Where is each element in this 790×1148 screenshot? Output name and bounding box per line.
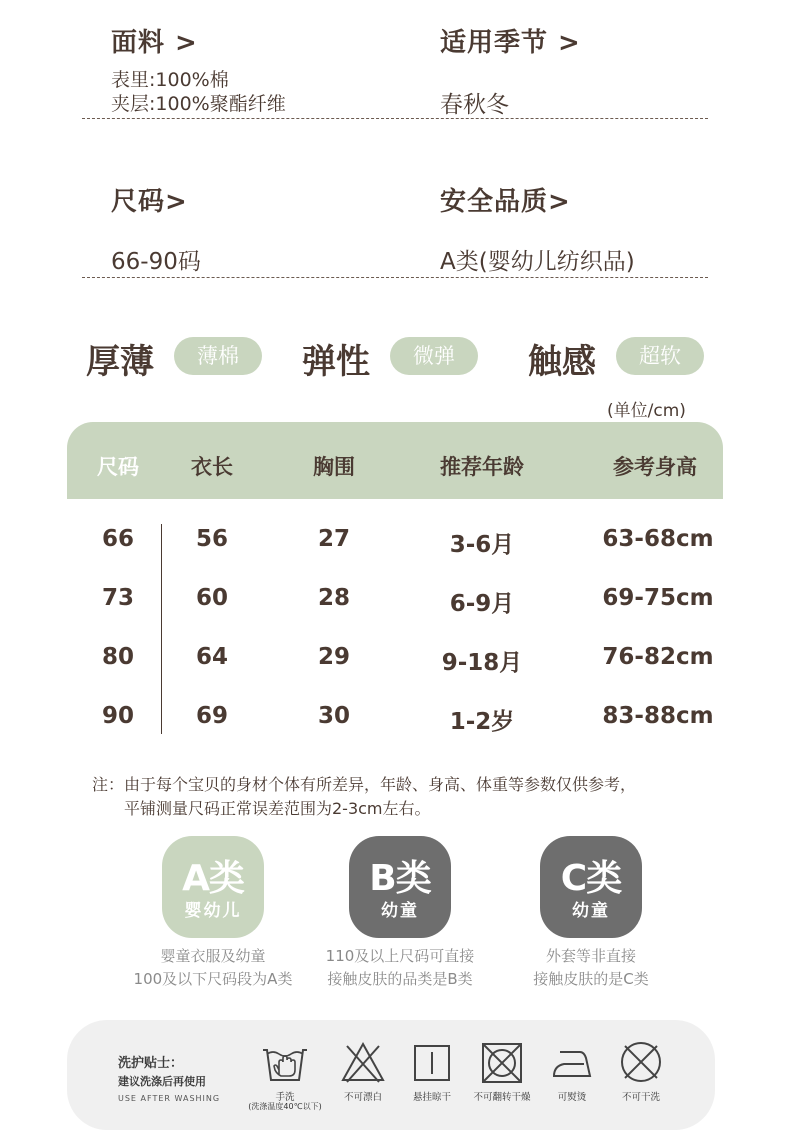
table-cell: 73 <box>101 585 135 611</box>
feature-elasticity-tag: 微弹 <box>390 337 478 375</box>
class-b-desc-line-2: 接触皮肤的品类是B类 <box>327 970 473 988</box>
feature-elasticity-label: 弹性 <box>302 342 370 382</box>
feature-touch-label: 触感 <box>528 342 596 382</box>
table-cell: 28 <box>317 585 351 611</box>
table-cell: 29 <box>317 644 351 670</box>
safety-value: A类(婴幼儿纺织品) <box>440 249 635 275</box>
care-english: USE AFTER WASHING <box>118 1094 221 1103</box>
unit-label: (单位/cm) <box>607 401 686 421</box>
note-line-1: 注：由于每个宝贝的身材个体有所差异，年龄、身高、体重等参数仅供参考， <box>92 775 637 794</box>
table-cell: 76-82cm <box>602 644 714 670</box>
class-a-desc-line-1: 婴童衣服及幼童 <box>160 947 266 965</box>
class-a-desc-line-2: 100及以下尺码段为A类 <box>133 970 293 988</box>
table-cell: 66 <box>101 526 135 552</box>
table-cell: 63-68cm <box>602 526 714 552</box>
table-cell: 9-18月 <box>441 650 523 676</box>
class-c-badge <box>540 836 642 938</box>
note-line-2: 平铺测量尺码正常误差范围为2-3cm左右。 <box>124 799 431 818</box>
feature-touch-tag: 超软 <box>616 337 704 375</box>
col-header-age: 推荐年龄 <box>440 455 524 479</box>
no-dry-clean-label: 不可干洗 <box>621 1092 661 1103</box>
hang-dry-label: 悬挂晾干 <box>412 1092 452 1103</box>
size-value: 66-90码 <box>111 249 201 275</box>
table-cell: 90 <box>101 703 135 729</box>
class-a-description <box>113 945 313 991</box>
iron-label: 可熨烫 <box>557 1092 587 1103</box>
no-bleach-icon <box>339 1040 387 1088</box>
care-title: 洗护贴士： <box>118 1056 184 1071</box>
season-value: 春秋冬 <box>440 92 509 118</box>
fabric-title: 面料 > <box>111 28 198 58</box>
table-cell: 6-9月 <box>449 591 515 617</box>
hand-wash-temperature: (洗涤温度40℃以下) <box>248 1102 322 1111</box>
class-c-desc-line-1: 外套等非直接 <box>545 947 636 965</box>
no-tumble-dry-icon <box>478 1040 526 1088</box>
col-header-height: 参考身高 <box>613 455 697 479</box>
hand-wash-label: 手洗 <box>275 1092 295 1103</box>
feature-thickness-tag: 薄棉 <box>174 337 262 375</box>
season-title: 适用季节 > <box>440 28 581 58</box>
hand-wash-icon <box>261 1040 309 1088</box>
class-c-title: C类 <box>560 858 622 899</box>
class-b-subtitle: 幼童 <box>381 901 419 921</box>
divider-1 <box>82 118 708 119</box>
table-cell: 30 <box>317 703 351 729</box>
table-cell: 80 <box>101 644 135 670</box>
no-tumble-dry-label: 不可翻转干燥 <box>473 1092 531 1103</box>
size-title: 尺码> <box>111 187 188 217</box>
no-bleach-label: 不可漂白 <box>343 1092 383 1103</box>
class-a-badge <box>162 836 264 938</box>
fabric-line-2: 夹层:100%聚酯纤维 <box>111 93 286 115</box>
table-cell: 69-75cm <box>602 585 714 611</box>
class-c-desc-line-2: 接触皮肤的是C类 <box>533 970 649 988</box>
table-cell: 1-2岁 <box>449 709 515 735</box>
table-cell: 64 <box>195 644 229 670</box>
col-header-length: 衣长 <box>191 455 233 479</box>
table-cell: 60 <box>195 585 229 611</box>
safety-title: 安全品质> <box>440 187 571 217</box>
class-c-description <box>491 945 691 991</box>
class-b-title: B类 <box>369 858 431 899</box>
class-b-desc-line-1: 110及以上尺码可直接 <box>325 947 475 965</box>
hang-dry-icon <box>408 1040 456 1088</box>
care-subtitle: 建议洗涤后再使用 <box>118 1075 206 1088</box>
table-cell: 83-88cm <box>602 703 714 729</box>
col-header-chest: 胸围 <box>313 455 355 479</box>
class-a-title: A类 <box>182 858 244 899</box>
class-b-description <box>300 945 500 991</box>
table-cell: 56 <box>195 526 229 552</box>
table-column-divider <box>161 524 162 734</box>
class-c-subtitle: 幼童 <box>572 901 610 921</box>
class-b-badge <box>349 836 451 938</box>
feature-thickness-label: 厚薄 <box>86 342 154 382</box>
iron-icon <box>548 1040 596 1088</box>
table-cell: 27 <box>317 526 351 552</box>
no-dry-clean-icon <box>617 1038 665 1086</box>
table-cell: 3-6月 <box>449 532 515 558</box>
divider-2 <box>82 277 708 278</box>
fabric-line-1: 表里:100%棉 <box>111 69 229 91</box>
col-header-size: 尺码 <box>97 455 139 479</box>
class-a-subtitle: 婴幼儿 <box>184 901 242 921</box>
table-cell: 69 <box>195 703 229 729</box>
